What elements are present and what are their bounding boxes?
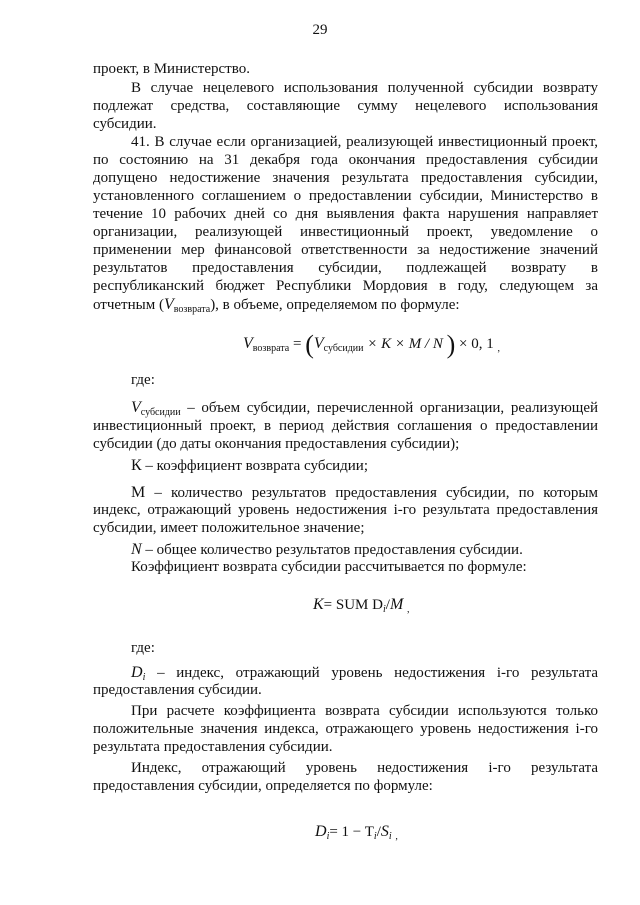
- text-fragment: – объем субсидии, перечисленной организации, реализующей: [187, 400, 599, 416]
- formula-d: [315, 823, 398, 842]
- text-line: применении мер финансовой ответственности за недостижение значений: [93, 242, 598, 258]
- text-line: Коэффициент возврата субсидии рассчитывается по формуле:: [131, 559, 527, 575]
- text-line: установленного соглашением о предоставлении субсидии, Министерство в: [93, 188, 598, 204]
- text-line: субсидии.: [93, 116, 157, 132]
- subscript-i: i: [373, 831, 377, 842]
- text-line: субсидии (до даты окончания предоставления субсидии);: [93, 436, 460, 452]
- symbol-d: D: [131, 664, 143, 681]
- text-fragment: – общее количество результатов предоставления субсидии.: [145, 542, 523, 558]
- text-fragment: ), в объеме, определяемом по формуле:: [210, 297, 460, 313]
- page-number: 29: [312, 22, 328, 38]
- text-line: При расчете коэффициента возврата субсидии используются только: [131, 703, 598, 719]
- text-line: допущено недостижение значения результата предоставления субсидии,: [93, 170, 598, 186]
- text-line: Индекс, отражающий уровень недостижения i-го результата: [131, 760, 598, 776]
- formula-vozvrata: [243, 330, 500, 360]
- text-line: результатов предоставления субсидии, подлежащей возврату в: [93, 260, 598, 276]
- formula-s: S: [380, 823, 389, 840]
- subscript-subsidii: субсидии: [323, 343, 364, 354]
- text-fragment: отчетным (: [93, 297, 164, 313]
- text-fragment: – коэффициент возврата субсидии;: [145, 458, 368, 474]
- formula-comma: ,: [497, 343, 500, 354]
- text-line: 41. В случае если организацией, реализующей инвестиционный проект,: [131, 134, 598, 150]
- text-fragment: – индекс, отражающий уровень недостижения i-го результата: [157, 665, 598, 681]
- text-line: республиканский бюджет Республики Мордовия в году, следующем за: [93, 278, 598, 294]
- text-line: результата предоставления субсидии.: [93, 739, 333, 755]
- subscript-i: i: [382, 604, 386, 615]
- subscript-i: i: [142, 672, 146, 683]
- symbol-v: V: [313, 335, 324, 352]
- formula-equals: =: [292, 336, 302, 352]
- text-line: подлежат средства, составляющие сумму нецелевого использования: [93, 98, 598, 114]
- symbol-v: V: [131, 399, 141, 416]
- text-line: организации, реализующей инвестиционный проект, уведомление о: [93, 224, 598, 240]
- symbol-n: N: [131, 541, 142, 558]
- symbol-v: V: [163, 296, 174, 313]
- text-line: [93, 296, 598, 318]
- text-line: положительные значения индекса, отражающего уровень недостижения i-го: [93, 721, 598, 737]
- text-line: предоставления субсидии, определяется по формуле:: [93, 778, 433, 794]
- text-line: [131, 484, 598, 502]
- text-line: течение 10 рабочих дней со дня выявления факта нарушения направляет: [93, 206, 598, 222]
- symbol-v: V: [243, 335, 253, 352]
- text-line: индекс, отражающий уровень недостижения i-го результата предоставления: [93, 502, 598, 518]
- text-line: где:: [131, 640, 155, 656]
- formula-div: /: [376, 824, 381, 840]
- formula-comma: ,: [395, 831, 398, 842]
- text-line: по состоянию на 31 декабря года окончания предоставления субсидии: [93, 152, 598, 168]
- text-line: предоставления субсидии.: [93, 682, 262, 698]
- formula-k: [313, 596, 410, 615]
- subscript-i: i: [388, 831, 392, 842]
- text-line: проект, в Министерство.: [93, 61, 250, 77]
- formula-d-lhs: D: [315, 823, 327, 840]
- paren-open: (: [305, 330, 314, 359]
- subscript-vozvrata: возврата: [173, 304, 211, 315]
- text-fragment: – количество результатов предоставления субсидии, по которым: [154, 485, 598, 501]
- symbol-m: М: [131, 484, 146, 501]
- text-line: субсидии, имеет положительное значение;: [93, 520, 365, 536]
- formula-mid: × К × M / N: [367, 336, 443, 352]
- formula-tail: × 0, 1: [459, 336, 494, 352]
- formula-div: /: [385, 597, 390, 613]
- formula-m: M: [389, 596, 404, 613]
- subscript-subsidii: субсидии: [140, 407, 181, 418]
- formula-lhs-k: K: [313, 596, 324, 613]
- symbol-k: К: [131, 457, 142, 474]
- text-line: где:: [131, 372, 155, 388]
- subscript-i: i: [326, 831, 330, 842]
- formula-comma: ,: [407, 604, 410, 615]
- formula-rhs: = 1 − T: [329, 824, 374, 840]
- formula-rhs: = SUM D: [323, 597, 383, 613]
- text-line: [131, 541, 598, 559]
- text-line: [131, 457, 598, 475]
- subscript-vozvrata: возврата: [252, 343, 290, 354]
- paren-close: ): [446, 330, 456, 359]
- text-line: В случае нецелевого использования полученной субсидии возврату: [131, 80, 598, 96]
- text-line: инвестиционный проект, в период действия соглашения о предоставлении: [93, 418, 598, 434]
